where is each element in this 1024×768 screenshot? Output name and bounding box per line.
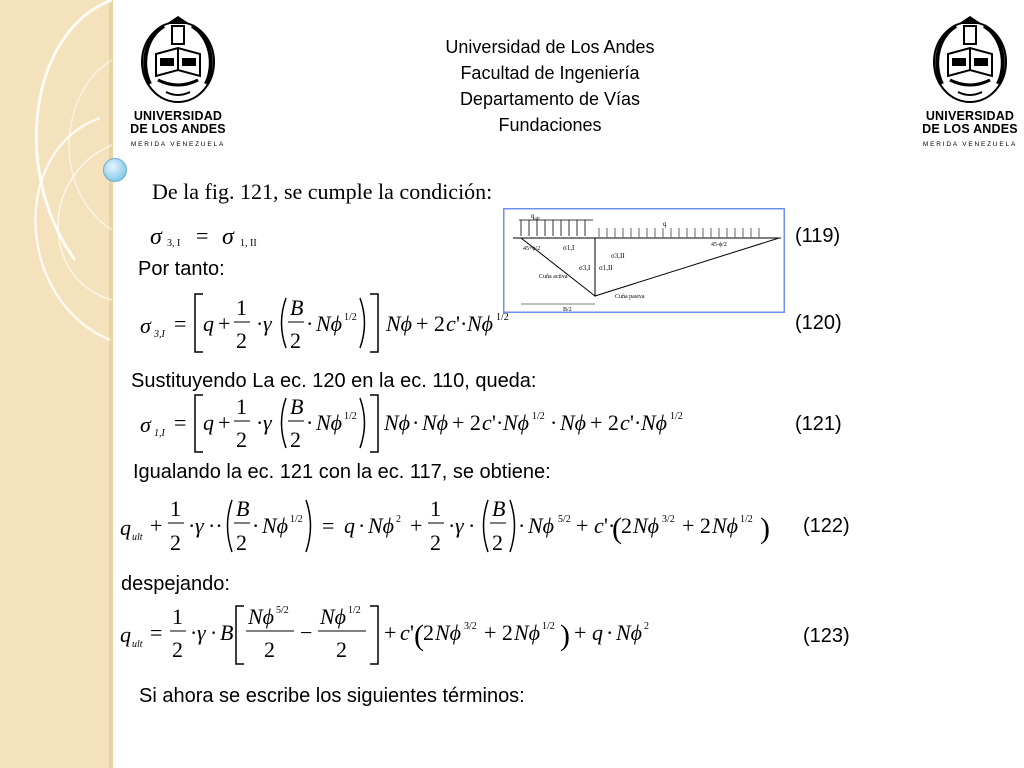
svg-text:·: · [188, 513, 196, 538]
svg-text:Nϕ: Nϕ [633, 513, 660, 538]
svg-text:σ: σ [140, 313, 151, 338]
svg-text:2: 2 [430, 530, 441, 555]
svg-text:Nϕ: Nϕ [248, 604, 275, 629]
svg-text:+ 2: + 2 [590, 410, 619, 435]
svg-text:3, I: 3, I [167, 238, 181, 249]
svg-text:1/2: 1/2 [532, 411, 545, 422]
svg-text:1: 1 [172, 604, 183, 629]
figure-label-s1II: σ1,II [599, 264, 613, 272]
svg-text:1/2: 1/2 [670, 411, 683, 422]
svg-text:Nϕ: Nϕ [641, 410, 668, 435]
svg-text:': ' [410, 620, 414, 645]
figure-label-q-ult: $q_{ult}$ [531, 212, 540, 222]
figure-label-s3II: σ3,II [611, 252, 625, 260]
svg-text:=: = [174, 410, 187, 435]
svg-text:+: + [384, 620, 397, 645]
svg-text:q: q [120, 515, 131, 540]
logo-city: MERIDA VENEZUELA [922, 141, 1018, 148]
svg-text:'·: '· [604, 513, 616, 538]
header-university: Universidad de Los Andes [445, 37, 655, 57]
svg-text:γ: γ [455, 513, 464, 538]
logo-city: MERIDA VENEZUELA [130, 141, 226, 148]
svg-text:ult: ult [132, 532, 143, 543]
svg-text:=: = [150, 620, 163, 645]
svg-text:+: + [218, 311, 231, 336]
svg-text:1/2: 1/2 [344, 312, 357, 323]
svg-text:+: + [218, 410, 231, 435]
svg-text:2: 2 [264, 637, 275, 662]
svg-text:c: c [482, 410, 492, 435]
svg-text:Nϕ: Nϕ [514, 620, 541, 645]
svg-text:(: ( [612, 512, 622, 545]
svg-text:c: c [446, 311, 456, 336]
figure-121-diagram [503, 208, 785, 313]
svg-text:2: 2 [290, 427, 301, 452]
svg-text:2: 2 [236, 427, 247, 452]
svg-text:+: + [576, 513, 589, 538]
figure-label-angle-left: 45+ϕ/2 [523, 246, 541, 252]
equation-number-121: (121) [795, 413, 842, 435]
figure-label-cuna-activa: Cuña activa [539, 274, 568, 280]
equation-number-120: (120) [795, 312, 842, 334]
svg-text:2: 2 [396, 514, 401, 525]
svg-text:·: · [358, 513, 366, 538]
svg-text:+: + [410, 513, 423, 538]
svg-text:2: 2 [170, 530, 181, 555]
svg-text:·: · [210, 620, 218, 645]
svg-text:B: B [220, 620, 234, 645]
equation-119 [150, 223, 257, 250]
svg-text:1: 1 [170, 496, 181, 521]
sustituyendo-text: Sustituyendo La ec. 120 en la ec. 110, queda: [131, 370, 537, 392]
svg-text:+ 2: + 2 [416, 311, 445, 336]
svg-text:3/2: 3/2 [464, 621, 477, 632]
svg-text:Nϕ: Nϕ [712, 513, 739, 538]
equation-121 [140, 394, 683, 452]
svg-text:q: q [203, 311, 214, 336]
svg-text:): ) [560, 619, 570, 652]
svg-text:1/2: 1/2 [496, 312, 509, 323]
figure-label-angle-right: 45-ϕ/2 [711, 242, 727, 248]
svg-text:2: 2 [172, 637, 183, 662]
svg-text:3/2: 3/2 [662, 514, 675, 525]
logo-name-line1: UNIVERSIDAD [133, 109, 223, 123]
svg-text:'·: '· [492, 410, 504, 435]
por-tanto-text: Por tanto: [138, 258, 225, 280]
svg-text:Nϕ: Nϕ [320, 604, 347, 629]
logo-name-line1: UNIVERSIDAD [925, 109, 1015, 123]
svg-text:1/2: 1/2 [344, 411, 357, 422]
header-faculty: Facultad de Ingeniería [460, 63, 640, 83]
svg-text:c: c [594, 513, 604, 538]
svg-text:·: · [448, 513, 456, 538]
svg-text:2: 2 [236, 530, 247, 555]
svg-text:1/2: 1/2 [542, 621, 555, 632]
svg-text:'·: '· [456, 311, 468, 336]
svg-text:−: − [300, 620, 313, 645]
svg-text:B: B [492, 496, 506, 521]
svg-text:q: q [344, 513, 355, 538]
equation-number-123: (123) [803, 625, 850, 647]
logo-name-line2: DE LOS ANDES [922, 122, 1018, 136]
svg-text:Nϕ: Nϕ [386, 311, 413, 336]
svg-text:2: 2 [644, 621, 649, 632]
svg-text:c: c [400, 620, 410, 645]
svg-text:): ) [760, 512, 770, 545]
svg-text:Nϕ: Nϕ [384, 410, 411, 435]
svg-text:B: B [290, 394, 304, 419]
si-ahora-text: Si ahora se escribe los siguientes términos: [139, 685, 525, 707]
svg-text:=: = [322, 513, 335, 538]
svg-text:Nϕ: Nϕ [422, 410, 449, 435]
svg-text:5/2: 5/2 [558, 514, 571, 525]
svg-text:1: 1 [430, 496, 441, 521]
svg-text:·: · [256, 410, 264, 435]
svg-text:+ 2: + 2 [682, 513, 711, 538]
svg-text:1/2: 1/2 [740, 514, 753, 525]
figure-label-cuna-pasiva: Cuña pasiva [615, 294, 645, 300]
svg-text:Nϕ: Nϕ [316, 311, 343, 336]
svg-text:+: + [574, 620, 587, 645]
svg-text:5/2: 5/2 [276, 605, 289, 616]
svg-text:··: ·· [208, 513, 223, 538]
svg-text:1/2: 1/2 [348, 605, 361, 616]
svg-text:B: B [290, 295, 304, 320]
svg-text:(: ( [414, 619, 424, 652]
svg-text:·: · [412, 410, 420, 435]
svg-text:Nϕ: Nϕ [316, 410, 343, 435]
svg-text:Nϕ: Nϕ [262, 513, 289, 538]
despejando-text: despejando: [121, 573, 230, 595]
svg-text:γ: γ [195, 513, 204, 538]
svg-text:1, II: 1, II [240, 238, 257, 249]
svg-text:·: · [306, 410, 314, 435]
svg-text:1,I: 1,I [154, 428, 165, 439]
header-course: Fundaciones [498, 115, 602, 135]
logo-name-line2: DE LOS ANDES [130, 122, 226, 136]
svg-text:·: · [256, 311, 264, 336]
equation-number-119: (119) [795, 225, 841, 247]
svg-text:σ: σ [222, 224, 234, 250]
svg-text:1/2: 1/2 [290, 514, 303, 525]
svg-text:Nϕ: Nϕ [467, 311, 494, 336]
svg-text:c: c [620, 410, 630, 435]
svg-text:2: 2 [290, 328, 301, 353]
svg-text:Nϕ: Nϕ [503, 410, 530, 435]
svg-text:·: · [252, 513, 260, 538]
figure-label-q: q [663, 220, 667, 228]
figure-label-b2: B/2 [563, 307, 572, 313]
svg-text:Nϕ: Nϕ [560, 410, 587, 435]
svg-text:1: 1 [236, 394, 247, 419]
igualando-text: Igualando la ec. 121 con la ec. 117, se obtiene: [133, 461, 551, 483]
header-department: Departamento de Vías [459, 89, 641, 109]
svg-text:Nϕ: Nϕ [528, 513, 555, 538]
svg-text:ult: ult [132, 639, 143, 650]
svg-text:2: 2 [492, 530, 503, 555]
svg-text:+ 2: + 2 [484, 620, 513, 645]
svg-text:q: q [203, 410, 214, 435]
svg-text:Nϕ: Nϕ [368, 513, 395, 538]
svg-text:=: = [196, 223, 209, 248]
svg-text:1: 1 [236, 295, 247, 320]
svg-text:·: · [550, 410, 558, 435]
svg-text:=: = [174, 311, 187, 336]
intro-text: De la fig. 121, se cumple la condición: [152, 179, 493, 204]
svg-text:+: + [150, 513, 163, 538]
svg-text:q: q [592, 620, 603, 645]
svg-text:2: 2 [423, 620, 434, 645]
svg-text:2: 2 [621, 513, 632, 538]
svg-text:'·: '· [630, 410, 642, 435]
svg-text:γ: γ [263, 410, 272, 435]
figure-label-s1I: σ1,I [563, 244, 575, 252]
svg-text:·: · [190, 620, 198, 645]
svg-text:σ: σ [150, 224, 162, 250]
svg-text:+ 2: + 2 [452, 410, 481, 435]
equation-123 [120, 604, 649, 664]
equation-number-122: (122) [803, 515, 850, 537]
svg-text:Nϕ: Nϕ [435, 620, 462, 645]
svg-text:γ: γ [197, 620, 206, 645]
svg-text:γ: γ [263, 311, 272, 336]
svg-text:Nϕ: Nϕ [616, 620, 643, 645]
svg-text:·: · [518, 513, 526, 538]
svg-text:2: 2 [336, 637, 347, 662]
svg-text:q: q [120, 622, 131, 647]
svg-text:σ: σ [140, 412, 151, 437]
svg-text:2: 2 [236, 328, 247, 353]
svg-text:3,I: 3,I [154, 329, 165, 340]
svg-text:·: · [306, 311, 314, 336]
svg-text:·: · [606, 620, 614, 645]
equation-120 [140, 294, 509, 353]
equation-122 [120, 496, 770, 555]
figure-label-s3I: σ3,I [579, 264, 591, 272]
svg-text:·: · [468, 513, 476, 538]
svg-text:B: B [236, 496, 250, 521]
